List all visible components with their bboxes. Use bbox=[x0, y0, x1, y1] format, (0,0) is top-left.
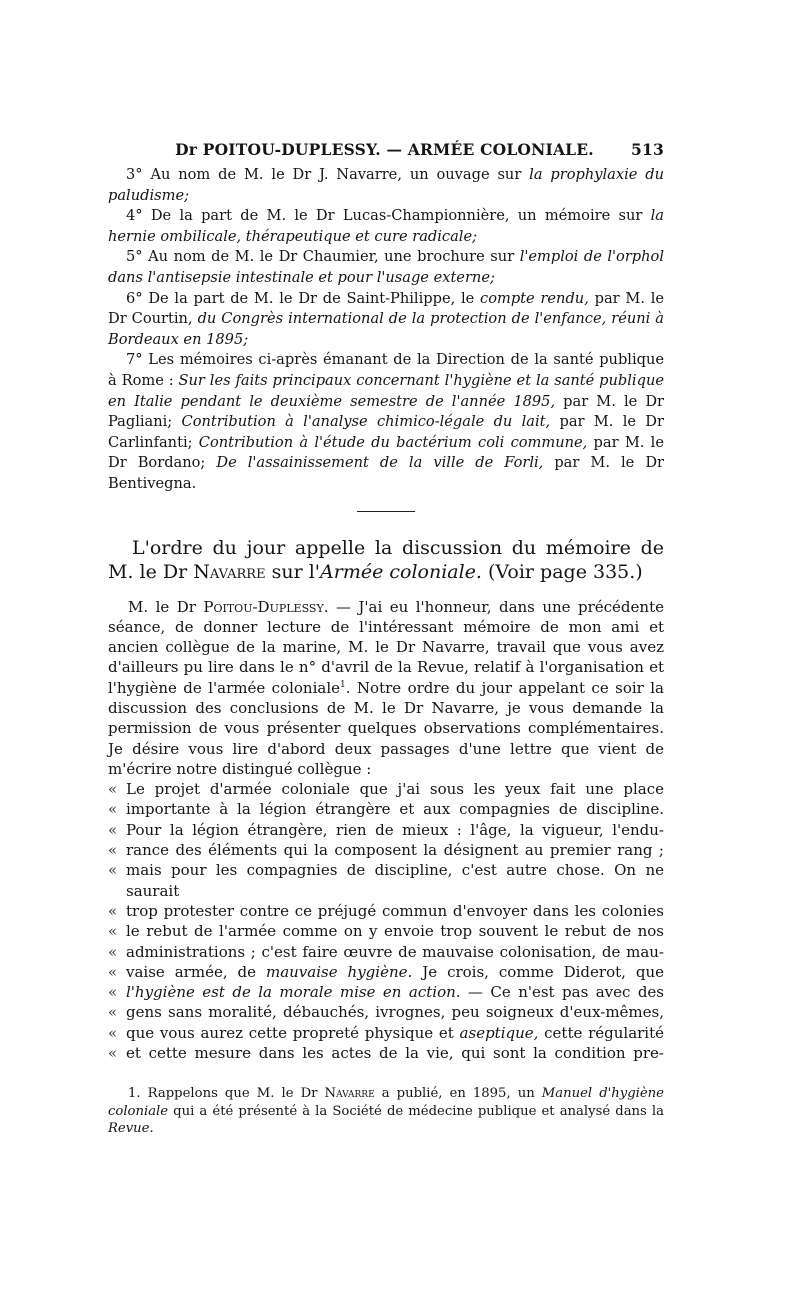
running-title: Dr POITOU-DUPLESSY. — ARMÉE COLONIALE. bbox=[175, 140, 594, 159]
quote-line: « Pour la légion étrangère, rien de mieux : l'âge, la vigueur, l'endu- bbox=[108, 820, 664, 839]
list-item: 3° Au nom de M. le Dr J. Navarre, un ouvage sur la prophylaxie du paludisme; bbox=[108, 166, 664, 204]
quote-line: « rance des éléments qui la composent la désignent au premier rang ; bbox=[108, 841, 664, 860]
quote-line: « l'hygiène est de la morale mise en action. — Ce n'est pas avec des bbox=[108, 983, 665, 1002]
order-of-the-day: L'ordre du jour appelle la discussion du mémoire de M. le Dr Navarre sur l'Armée coloniale. (Voir page 335.) bbox=[108, 536, 664, 583]
quote-line: « le rebut de l'armée comme on y envoie trop souvent le rebut de nos bbox=[108, 922, 664, 941]
letter-quote bbox=[108, 779, 664, 1063]
footnote-ref: 1 bbox=[340, 679, 346, 690]
quote-line: « mais pour les compagnies de discipline, c'est autre chose. On ne saurait bbox=[108, 861, 664, 900]
quote-line: « Le projet d'armée coloniale que j'ai sous les yeux fait une place bbox=[108, 780, 664, 799]
page-header bbox=[108, 140, 664, 159]
quote-line: « administrations ; c'est faire œuvre de mauvaise colonisation, de mau- bbox=[108, 942, 664, 961]
quote-line: « importante à la légion étrangère et aux compagnies de discipline. bbox=[108, 800, 664, 819]
list-item: 4° De la part de M. le Dr Lucas-Championnière, un mémoire sur la hernie ombilicale, thérapeutique et cure radicale; bbox=[108, 207, 664, 245]
speaker-name: Poitou-Duplessy. bbox=[203, 597, 329, 616]
section-divider bbox=[357, 511, 415, 512]
speech-paragraph: M. le Dr Poitou-Duplessy. — J'ai eu l'honneur, dans une précédente séance, de donner lecture de l'intéressant mémoire de mon ami et ancien collègue de la marine, M. le Dr Navarre, travail que vous avez d'ailleurs pu lire dans le n° d'avril de la Revue, relatif à l'organisation et l'hygiène de l'armée coloniale$^1$. Notre ordre du jour appelant ce soir la discussion des conclusions de M. le Dr Navarre, je vous demande la permission de vous présenter quelques observations complémentaires. Je désire vous lire d'abord deux passages d'une lettre que vient de m'écrire notre distingué collègue : bbox=[108, 597, 665, 778]
list-item: 7° Les mémoires ci-après émanant de la Direction de la santé publique à Rome : Sur les faits principaux concernant l'hygiène et la santé publique en Italie pendant le deuxième semestre de l'année 1895, par M. le Dr Pagliani; Contribution à l'analyse chimico-légale du lait, par M. le Dr Carlinfanti; Contribution à l'étude du bactérium coli commune, par M. le Dr Bordano; De l'assainissement de la ville de Forli, par M. le Dr Bentivegna. bbox=[108, 351, 665, 492]
received-items-list bbox=[108, 165, 664, 495]
speech-body bbox=[108, 597, 664, 780]
document-page bbox=[108, 140, 664, 1151]
list-item: 5° Au nom de M. le Dr Chaumier, une brochure sur l'emploi de l'orphol dans l'antisepsie intestinale et pour l'usage externe; bbox=[108, 248, 664, 286]
footnote: 1. Rappelons que M. le Dr Navarre a publié, en 1895, un Manuel d'hygiène coloniale qui a été présenté à la Société de médecine publique et analysé dans la Revue. bbox=[108, 1086, 664, 1137]
quote-line: « et cette mesure dans les actes de la vie, qui sont la condition pre- bbox=[108, 1044, 664, 1063]
list-item: 6° De la part de M. le Dr de Saint-Philippe, le compte rendu, par M. le Dr Courtin, du Congrès international de la protection de l'enfance, réuni à Bordeaux en 1895; bbox=[108, 289, 665, 348]
quote-line: « trop protester contre ce préjugé commun d'envoyer dans les colonies bbox=[108, 901, 664, 920]
quote-line: « vaise armée, de mauvaise hygiène. Je crois, comme Diderot, que bbox=[108, 962, 664, 981]
page-number: 513 bbox=[631, 140, 664, 159]
quote-line: « que vous aurez cette propreté physique et aseptique, cette régularité bbox=[108, 1023, 665, 1042]
quote-line: « gens sans moralité, débauchés, ivrognes, peu soigneux d'eux-mêmes, bbox=[108, 1003, 664, 1022]
